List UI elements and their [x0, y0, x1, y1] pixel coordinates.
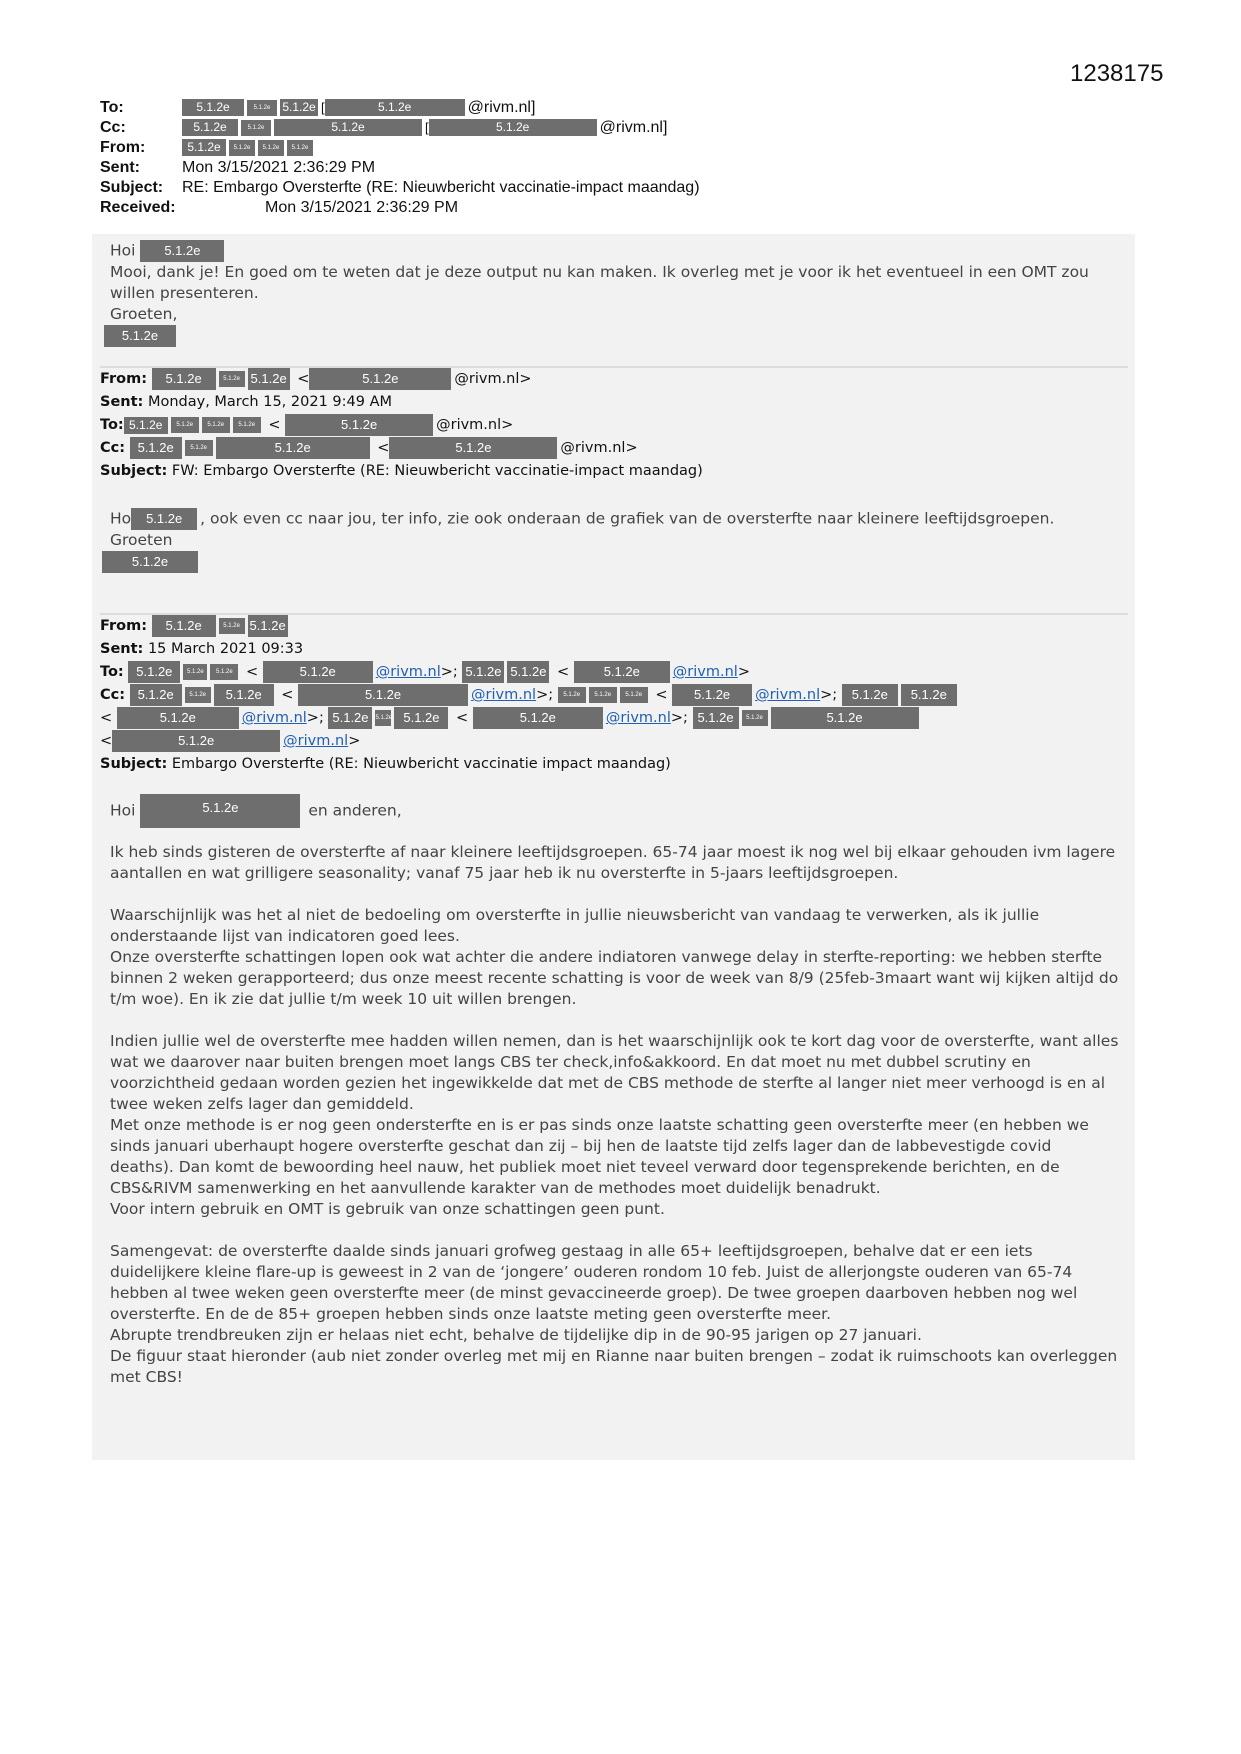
body-text: Met onze methode is er nog geen ondersterfte en is er pas sinds onze laatste schatting geen oversterfte meer (en hebben we sinds januari uberhaupt hogere oversterfte geschat dan zij – bij hen de laatste tijd zelfs lager dan de labbevestigde covid deaths). Dan komt de bewoording heel nauw, het publiek moet niet teveel verward door tegensprekende berichten, en de CBS&RIVM samenwerking en het aanvullende karakter van de methodes moet duidelijk benadrukt.	[110, 1116, 1089, 1197]
fwd-text: , ook even cc naar jou, ter info, zie ook onderaan de grafiek van de oversterfte naar kleinere leeftijdsgroepen.	[200, 509, 1055, 528]
document-number: 1238175	[1070, 60, 1164, 87]
redaction-block: 5.1.2e	[328, 707, 372, 729]
fwd-closing: Groeten	[110, 531, 173, 549]
orig-from-label: From:	[100, 618, 147, 634]
redaction-block: 5.1.2e	[112, 730, 280, 752]
cc-label: Cc:	[100, 119, 126, 136]
fwd-subject-value: FW: Embargo Oversterfte (RE: Nieuwbericht vaccinatie-impact maandag)	[171, 463, 703, 479]
redaction-block: 5.1.2e	[171, 417, 199, 433]
reply-closing: Groeten,	[110, 305, 178, 323]
paragraph	[110, 905, 1120, 1010]
redaction-block: 5.1.2e	[182, 99, 244, 116]
redaction-block: 5.1.2e	[280, 99, 318, 116]
sent-value: Mon 3/15/2021 2:36:29 PM	[182, 159, 376, 176]
header-sent-row	[100, 158, 1080, 178]
original-header: From: 5.1.2e 5.1.2e 5.1.2e Sent: 15 March 2021 09:33 To: 5.1.2e 5.1.2e 5.1.2e < 5.1.2e @rivm.nl>; 5.1.2e 5.1.2e < 5.1.2e @rivm.nl> Cc: 5.1.2e 5.1.2e 5.1.2e < 5.1.2e @rivm.nl>; 5.1.2e 5.1.2e 5.1.2e < 5.1.2e @rivm.nl>; 5.1.2e 5.1.2e < 5.1.2e @rivm.nl>; 5.1.2e 5.1.2e 5.1.2e < 5.1.2e @rivm.nl>; 5.1.2e 5.1.2e 5.1.2e < 5.1.2e @rivm.nl> Subject: Embargo Oversterfte (RE: Nieuwbericht vaccinatie impact maandag)	[100, 615, 1110, 776]
orig-greeting: Hoi	[110, 801, 136, 820]
redaction-block: 5.1.2e	[219, 618, 245, 634]
rivm-email-link[interactable]: @rivm.nl	[755, 687, 821, 703]
redaction-block: 5.1.2e	[274, 119, 422, 136]
redaction-block: 5.1.2e	[901, 684, 957, 706]
redaction-block: 5.1.2e	[285, 414, 433, 436]
body-text: Abrupte trendbreuken zijn er helaas niet echt, behalve de tijdelijke dip in de 90-95 jarigen op 27 januari.	[110, 1326, 922, 1344]
redaction-block: 5.1.2e	[507, 661, 549, 683]
subject-label: Subject:	[100, 179, 164, 196]
redaction-block: 5.1.2e	[558, 687, 586, 703]
redaction-block: 5.1.2e	[589, 687, 617, 703]
redaction-block: 5.1.2e	[185, 440, 213, 456]
redaction-block: 5.1.2e	[742, 710, 768, 726]
fwd-cc-label: Cc:	[100, 440, 126, 456]
rivm-email-link[interactable]: @rivm.nl	[672, 664, 738, 680]
to-domain: @rivm.nl]	[467, 99, 536, 116]
sent-label: Sent:	[100, 159, 140, 176]
received-value: Mon 3/15/2021 2:36:29 PM	[265, 199, 459, 216]
redaction-block: 5.1.2e	[131, 508, 197, 530]
original-message	[110, 794, 1120, 1388]
body-text: Indien jullie wel de oversterfte mee hadden willen nemen, dan is het waarschijnlijk ook te kort dag voor de oversterfte, want alles wat we daarover naar buiten brengen moet langs CBS ter check,info&akkoord. En dat moet nu met dubbel scrutiny en voorzichtheid gedaan worden gezien het ingewikkelde dat met de CBS methode de sterfte al langer niet meer verhoogd is en al twee weken zelfs lager dan gemiddeld.	[110, 1032, 1119, 1113]
body-text: Voor intern gebruik en OMT is gebruik van onze schattingen geen punt.	[110, 1200, 665, 1218]
rivm-email-link[interactable]: @rivm.nl	[283, 733, 349, 749]
redaction-block: 5.1.2e	[287, 140, 313, 156]
paragraph	[110, 842, 1120, 884]
redaction-block: 5.1.2e	[462, 661, 504, 683]
redaction-block: 5.1.2e	[248, 368, 290, 390]
fwd-sent-value: Monday, March 15, 2021 9:49 AM	[147, 394, 393, 410]
rivm-email-link[interactable]: @rivm.nl	[241, 710, 307, 726]
redaction-block: 5.1.2e	[185, 687, 211, 703]
forward-header: From: 5.1.2e 5.1.2e 5.1.2e < 5.1.2e @rivm.nl> Sent: Monday, March 15, 2021 9:49 AM To: 5.1.2e 5.1.2e 5.1.2e 5.1.2e < 5.1.2e @rivm.nl> Cc: 5.1.2e 5.1.2e 5.1.2e < 5.1.2e @rivm.nl> Subject: FW: Embargo Oversterfte (RE: Nieuwbericht vaccinatie-impact maandag)	[100, 368, 1110, 483]
orig-cc-label: Cc:	[100, 687, 126, 703]
export-header	[100, 98, 1080, 218]
fwd-from-label: From:	[100, 371, 147, 387]
fwd-cc-domain: @rivm.nl>	[560, 440, 638, 456]
body-text: Ik heb sinds gisteren de oversterfte af naar kleinere leeftijdsgroepen. 65-74 jaar moest ik nog wel bij elkaar gehouden ivm lagere aantallen en wat grilligere seasonality; vanaf 75 jaar heb ik nu oversterfte in 5-jaars leeftijdsgroepen.	[110, 843, 1116, 882]
redaction-block: 5.1.2e	[693, 707, 739, 729]
orig-subject-value: Embargo Oversterfte (RE: Nieuwbericht vaccinatie impact maandag)	[171, 756, 671, 772]
redaction-block: 5.1.2e	[202, 417, 230, 433]
redaction-block: 5.1.2e	[298, 684, 468, 706]
redaction-block: 5.1.2e	[104, 325, 176, 347]
body-text: Waarschijnlijk was het al niet de bedoeling om oversterfte in jullie nieuwsbericht van vandaag te verwerken, als ik jullie onderstaande lijst van indicatoren goed lees.	[110, 906, 1040, 945]
redaction-block: 5.1.2e	[216, 437, 370, 459]
redaction-block: 5.1.2e	[263, 661, 373, 683]
redaction-block: 5.1.2e	[325, 99, 465, 116]
redaction-block: 5.1.2e	[229, 140, 255, 156]
fwd-subject-label: Subject:	[100, 463, 168, 479]
redaction-block: 5.1.2e	[152, 368, 216, 390]
redaction-block: 5.1.2e	[241, 120, 271, 136]
rivm-email-link[interactable]: @rivm.nl	[605, 710, 671, 726]
redaction-block: 5.1.2e	[309, 368, 451, 390]
redaction-block: 5.1.2e	[389, 437, 557, 459]
redaction-block: 5.1.2e	[140, 794, 300, 828]
reply-greeting: Hoi	[110, 241, 136, 260]
body-text: De figuur staat hieronder (aub niet zonder overleg met mij en Rianne naar buiten brengen – zodat ik ruimschoots kan overleggen met CBS!	[110, 1347, 1118, 1386]
fwd-to-label: To:	[100, 417, 124, 433]
rivm-email-link[interactable]: @rivm.nl	[375, 664, 441, 680]
redaction-block: 5.1.2e	[394, 707, 448, 729]
cc-domain: @rivm.nl]	[599, 119, 668, 136]
rivm-email-link[interactable]: @rivm.nl	[471, 687, 537, 703]
redaction-block: 5.1.2e	[214, 684, 274, 706]
redaction-block: 5.1.2e	[375, 710, 391, 726]
redaction-block: 5.1.2e	[620, 687, 648, 703]
header-subject-row	[100, 178, 1080, 198]
redaction-block: 5.1.2e	[183, 664, 207, 680]
redaction-block: 5.1.2e	[152, 615, 216, 637]
orig-to-label: To:	[100, 664, 124, 680]
fwd-greeting: Ho	[110, 509, 132, 528]
redaction-block: 5.1.2e	[574, 661, 670, 683]
from-label: From:	[100, 139, 146, 156]
reply-text: Mooi, dank je! En goed om te weten dat je deze output nu kan maken. Ik overleg met je voor ik het eventueel in een OMT zou willen presenteren.	[110, 263, 1089, 302]
orig-sent-label: Sent:	[100, 641, 144, 657]
redaction-block: 5.1.2e	[771, 707, 919, 729]
fwd-from-domain: @rivm.nl>	[454, 371, 532, 387]
fwd-to-domain: @rivm.nl>	[436, 417, 514, 433]
redaction-block: 5.1.2e	[124, 417, 168, 434]
redaction-block: 5.1.2e	[182, 119, 238, 136]
redaction-block: 5.1.2e	[233, 417, 261, 433]
forward-message	[110, 508, 1120, 573]
to-label: To:	[100, 99, 124, 116]
redaction-block: 5.1.2e	[248, 615, 288, 637]
paragraph	[110, 1241, 1120, 1388]
redaction-block: 5.1.2e	[130, 684, 182, 706]
redaction-block: 5.1.2e	[128, 661, 180, 683]
subject-value: RE: Embargo Oversterfte (RE: Nieuwbericht vaccinatie-impact maandag)	[182, 179, 700, 196]
redaction-block: 5.1.2e	[102, 551, 198, 573]
redaction-block: 5.1.2e	[140, 240, 224, 262]
header-to-row: To: 5.1.2e 5.1.2e 5.1.2e [ 5.1.2e @rivm.nl]	[100, 99, 536, 116]
redaction-block: 5.1.2e	[130, 437, 182, 459]
orig-sent-value: 15 March 2021 09:33	[147, 641, 304, 657]
redaction-block: 5.1.2e	[842, 684, 898, 706]
redaction-block: 5.1.2e	[429, 119, 597, 136]
redaction-block: 5.1.2e	[473, 707, 603, 729]
header-from-row	[100, 138, 1080, 158]
redaction-block: 5.1.2e	[219, 371, 245, 387]
body-text: Onze oversterfte schattingen lopen ook wat achter die andere indiatoren vanwege delay in sterfte-reporting: we hebben sterfte binnen 2 weken gerapporteerd; dus onze meest recente schatting is voor de week van 8/9 (25feb-3maart want wij kijken altijd do t/m woe). En ik zie dat jullie t/m week 10 uit willen brengen.	[110, 948, 1119, 1008]
redaction-block: 5.1.2e	[210, 664, 238, 680]
body-text: Samengevat: de oversterfte daalde sinds januari grofweg gestaag in alle 65+ leeftijdsgroepen, behalve dat er een iets duidelijkere kleine flare-up is geweest in 2 van de ‘jongere’ ouderen rondom 10 feb. Juist de allerjongste ouderen van 65-74 hebben al twee weken geen oversterfte meer (de minst gevaccineerde groep). De twee groepen daarboven hebben nog wel oversterfte. En de de 85+ groepen hebben sinds onze laatste meting geen oversterfte meer.	[110, 1242, 1078, 1323]
orig-subject-label: Subject:	[100, 756, 168, 772]
redaction-block: 5.1.2e	[672, 684, 752, 706]
received-label: Received:	[100, 199, 176, 216]
paragraph	[110, 1031, 1120, 1220]
header-received-row	[100, 198, 1080, 218]
redaction-block: 5.1.2e	[247, 100, 277, 116]
header-cc-row: Cc: 5.1.2e 5.1.2e 5.1.2e [ 5.1.2e @rivm.nl]	[100, 119, 668, 136]
redaction-block: 5.1.2e	[117, 707, 239, 729]
redaction-block: 5.1.2e	[258, 140, 284, 156]
orig-greeting-suffix: en anderen,	[308, 801, 402, 820]
reply-message	[110, 240, 1120, 347]
redaction-block: 5.1.2e	[182, 139, 226, 156]
fwd-sent-label: Sent:	[100, 394, 144, 410]
